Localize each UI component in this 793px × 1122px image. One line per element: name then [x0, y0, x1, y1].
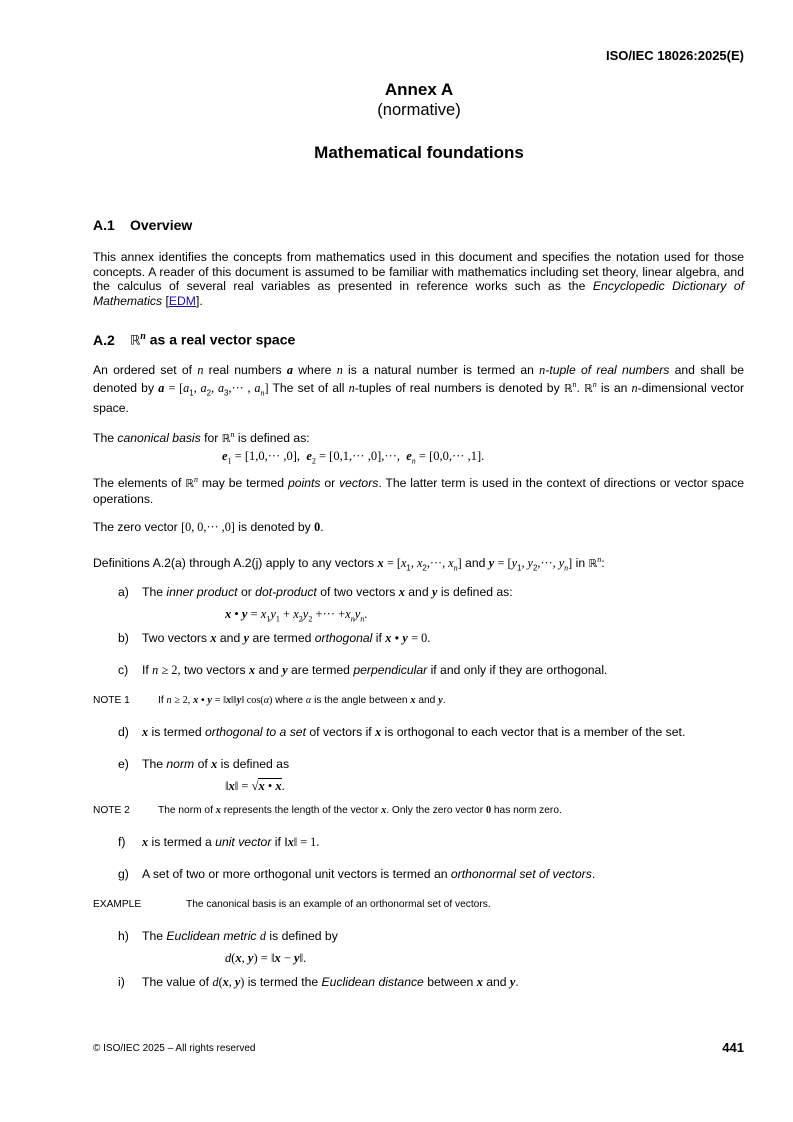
text: The elements of — [93, 476, 182, 491]
canonical-basis-formula: $e_1 = [1,0,\cdot\cdot\cdot ,0]$, $e_2 = [0,1,\cdot\cdot\cdot ,0],\cdot\cdot\cdot$, $e_n = [0,0,\cdot\cdot\cdot ,1]$. — [222, 449, 485, 466]
item-label: g) — [118, 867, 129, 881]
note-label: NOTE 2 — [93, 805, 130, 816]
text: . Only the zero vector — [386, 805, 484, 816]
text: Definitions A.2(a) through A.2(j) apply to any vectors — [93, 556, 375, 571]
document-id: ISO/IEC 18026:2025(E) — [605, 48, 744, 63]
text: -tuples of real numbers is denoted by — [354, 380, 560, 395]
text: The set of all — [272, 380, 345, 395]
text: The canonical basis is an example of an orthonormal set of vectors. — [186, 899, 491, 910]
text: and — [408, 585, 429, 599]
item-label: d) — [118, 725, 129, 739]
canonical-basis-intro: The canonical basis for ℝ$^n$ is defined as: — [93, 430, 310, 446]
text: of two vectors — [320, 585, 396, 599]
text: or — [240, 585, 252, 599]
section-heading-a2 — [93, 331, 295, 349]
example-note — [93, 898, 744, 912]
text: if — [375, 631, 382, 645]
section-heading-a1 — [93, 217, 192, 233]
text: where — [298, 363, 332, 377]
superscript: n — [140, 331, 146, 342]
text: or — [324, 476, 336, 491]
text: The — [142, 757, 164, 771]
term: vectors — [339, 476, 379, 491]
text: and — [219, 631, 241, 645]
edm-reference-link[interactable]: EDM — [168, 293, 196, 308]
norm-formula: ‖x‖ = √x • x. — [225, 779, 285, 793]
item-label: e) — [118, 757, 129, 771]
text: and shall be denoted by — [93, 363, 745, 395]
zero-vector-paragraph: The zero vector [0, 0,··· ,0] is denoted by 0. — [93, 520, 324, 534]
real-numbers-symbol: ℝ — [130, 333, 141, 349]
text: are termed — [252, 631, 312, 645]
term: dot-product — [255, 585, 317, 599]
text: If — [142, 663, 149, 677]
text: An ordered set of — [93, 363, 193, 377]
item-label: h) — [118, 929, 129, 943]
text: for — [204, 431, 219, 446]
text: is defined as: — [440, 585, 513, 599]
definitions-intro: Definitions A.2(a) through A.2(j) apply to any vectors $x = [x_1$, $x_2,\cdot\cdot\cdot$, $x_n$] and $y = [y_1$, $y_2,\cdot\cdot\cdot$, $y_n$] in ℝ$^n$: — [93, 555, 605, 573]
text: is the angle between — [314, 695, 408, 706]
text: has norm zero. — [493, 805, 562, 816]
ref-bracket: ]. — [195, 293, 203, 308]
list-item-f: f) x is termed a unit vector if ‖x‖ = 1. — [118, 835, 320, 849]
item-label: a) — [118, 585, 129, 599]
term: points — [287, 476, 321, 491]
annex-status: (normative) — [377, 101, 461, 119]
text: . — [591, 867, 596, 881]
text: The — [142, 585, 164, 599]
text: is defined as — [220, 757, 290, 771]
term: perpendicular — [353, 663, 428, 677]
text: and — [486, 975, 507, 989]
annex-title: Mathematical foundations — [314, 143, 524, 162]
list-item-d: d) x is termed orthogonal to a set of vectors if x is orthogonal to each vector that is a member of the set. — [118, 725, 686, 739]
overview-paragraph — [93, 250, 744, 308]
text: dimensional vector space. — [93, 380, 745, 415]
inner-product-formula: x • $y = x_1y_1 + x_2y_2$ +··· $+x_ny_n$. — [225, 607, 368, 624]
term: -tuple of real numbers — [545, 363, 670, 377]
text: is defined by — [269, 929, 338, 943]
list-item-c: c) If n ≥ 2, two vectors x and y are termed perpendicular if and only if they are orthogonal. — [118, 663, 608, 677]
text: The — [142, 929, 164, 943]
term: Euclidean distance — [321, 975, 424, 989]
term: norm — [166, 757, 195, 771]
text: is termed the — [247, 975, 319, 989]
list-item-h: h) The Euclidean metric d is defined by — [118, 929, 338, 943]
item-label: f) — [118, 835, 126, 849]
text: The zero vector — [93, 520, 178, 534]
list-item-b: b) Two vectors x and y are termed orthogonal if x • y = 0. — [118, 631, 431, 645]
text: . The latter term is used in the context of directions or vector space operations. — [93, 476, 745, 506]
list-item-g — [118, 867, 748, 882]
term: orthogonal — [314, 631, 373, 645]
text: is orthogonal to each vector that is a member of the set. — [384, 725, 686, 739]
text: where — [275, 695, 304, 706]
text: The value of — [142, 975, 210, 989]
term: orthogonal to a set — [205, 725, 306, 739]
text: if — [274, 835, 281, 849]
term: canonical basis — [117, 431, 201, 446]
list-item-i: i) The value of d(x, y) is termed the Euclidean distance between x and y. — [118, 975, 519, 989]
text: is termed — [151, 725, 202, 739]
annex-label: Annex A — [384, 80, 454, 99]
note-2: NOTE 2 The norm of x represents the length of the vector x. Only the zero vector 0 has norm zero. — [93, 805, 562, 816]
copyright-notice: © ISO/IEC 2025 – All rights reserved — [93, 1043, 256, 1054]
text: two vectors — [183, 663, 246, 677]
term: orthonormal set of vectors — [450, 867, 592, 881]
text: of vectors if — [309, 725, 372, 739]
ref-bracket: [ — [165, 293, 169, 308]
text: is termed a — [151, 835, 212, 849]
text: of — [197, 757, 208, 771]
text: A set of two or more orthogonal unit vectors is termed an — [142, 867, 448, 881]
item-label: c) — [118, 663, 129, 677]
text: between — [427, 975, 474, 989]
item-label: b) — [118, 631, 129, 645]
text: The — [93, 431, 115, 446]
note-1: NOTE 1 If n ≥ 2, x • y = ‖x‖‖y‖ cos(α) where α is the angle between x and y. — [93, 695, 446, 706]
text: represents the length of the vector — [223, 805, 379, 816]
text: is denoted by — [238, 520, 311, 534]
text: may be termed — [201, 476, 285, 491]
text: and — [465, 556, 486, 571]
text: is an — [600, 380, 628, 395]
book-title: Encyclopedic Dictionary of Mathematics — [93, 279, 744, 308]
text: real numbers — [208, 363, 282, 377]
text: are termed — [291, 663, 350, 677]
term: Euclidean metric — [166, 929, 257, 943]
term: inner product — [166, 585, 238, 599]
tuple-paragraph: An ordered set of n real numbers a where n is a natural number is termed an n-tuple of real numbers and shall be denoted by $a = [a_1$, $a_2$, $a_3,\cdot\cdot\cdot$ , $a_n$] The set of all n-tuples of real numbers is denoted by ℝ$^n$. ℝ$^n$ is an n-dimensional vector space. — [93, 363, 745, 415]
list-item-e: e) The norm of x is defined as — [118, 757, 290, 771]
text: is a natural number is termed an — [348, 363, 534, 377]
item-label: i) — [118, 975, 125, 989]
text: if and only if they are orthogonal. — [430, 663, 608, 677]
term: unit vector — [215, 835, 272, 849]
section-number: A.2 — [93, 331, 115, 348]
section-title: Overview — [130, 217, 193, 233]
paragraph-text: This annex identifies the concepts from mathematics used in this document and specifies the notation used for those concepts. A reader of this document is assumed to be familiar with mathematics including set theory, linear algebra, and the calculus of several real variables as presented in reference works such as the — [93, 250, 744, 294]
text: If — [158, 695, 164, 706]
example-label: EXAMPLE — [93, 899, 142, 910]
text: and — [418, 695, 436, 706]
text: in — [575, 556, 586, 571]
text: Two vectors — [142, 631, 208, 645]
note-label: NOTE 1 — [93, 695, 130, 706]
metric-formula: d(x, y) = ‖x − y‖. — [225, 951, 307, 965]
elements-paragraph: The elements of ℝ$^n$ may be termed points or vectors. The latter term is used in the context of directions or vector space operations. — [93, 475, 745, 506]
text: and — [258, 663, 279, 677]
text: The norm of — [158, 805, 213, 816]
section-number: A.1 — [93, 217, 115, 233]
text: is defined as: — [237, 431, 310, 446]
list-item-a: a) The inner product or dot-product of two vectors x and y is defined as: — [118, 585, 513, 599]
page-number: 441 — [722, 1040, 744, 1055]
section-title: as a real vector space — [149, 331, 296, 348]
